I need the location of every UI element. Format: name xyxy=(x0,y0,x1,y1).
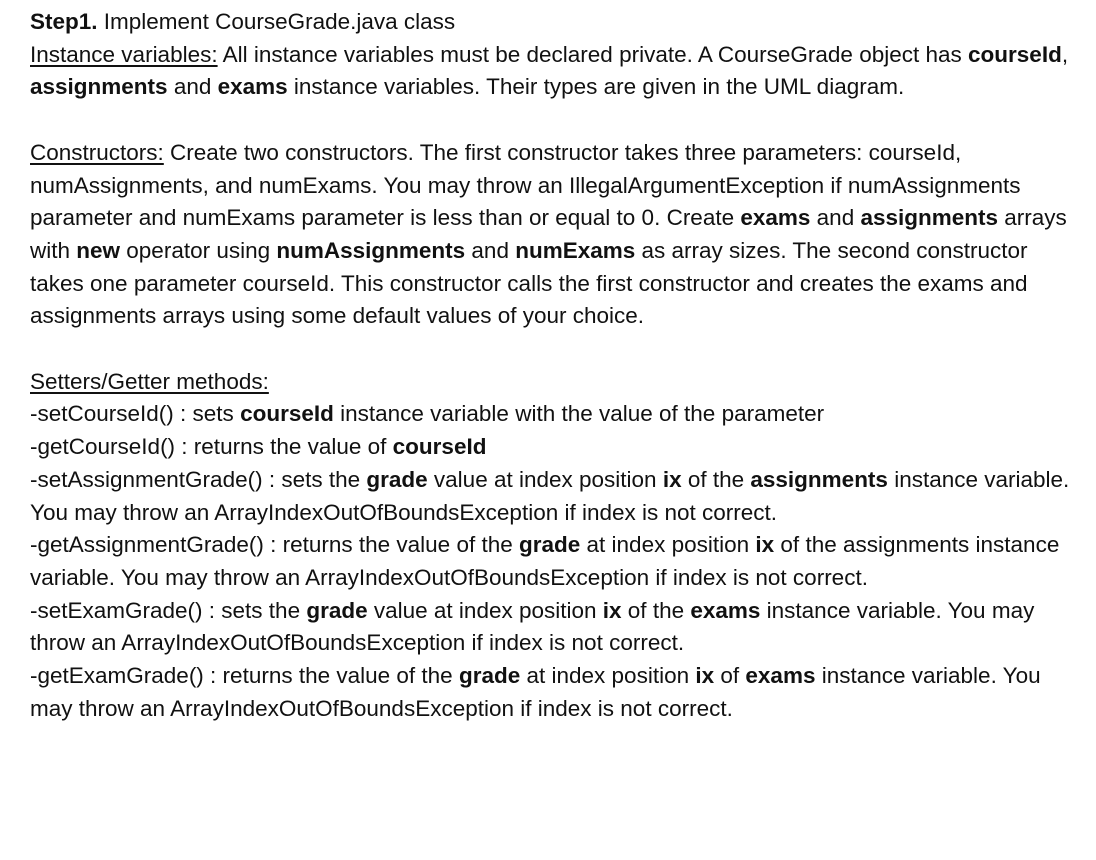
text-run: at index position xyxy=(520,663,696,689)
step-heading xyxy=(30,6,1080,39)
method-set-exam-grade xyxy=(30,595,1080,660)
text-run: of the xyxy=(681,466,751,492)
bold-term: ix xyxy=(755,532,775,558)
instance-variables-heading: Instance variables: xyxy=(30,41,218,67)
bold-term: ix xyxy=(695,663,715,689)
bold-term: numExams xyxy=(515,237,636,263)
text-run: -getExamGrade() : returns the value of the xyxy=(30,663,459,689)
text-run: Create two constructors. The first constructor takes three parameters: courseId, numAssignments, and numExams. You may throw an IllegalArgumentException if numAssignments parameter and numExams parameter is less than or equal to 0. Create xyxy=(30,139,1021,231)
method-get-exam-grade xyxy=(30,660,1080,725)
text-run: All instance variables must be declared private. A CourseGrade object has xyxy=(217,41,969,67)
bold-term: exams xyxy=(740,205,811,231)
bold-term: exams xyxy=(690,597,761,623)
text-run: -setCourseId() : sets xyxy=(30,401,241,427)
text-run: of xyxy=(714,663,746,689)
text-run: and xyxy=(167,74,218,100)
methods-heading: Setters/Getter methods: xyxy=(30,368,269,394)
bold-term: grade xyxy=(519,532,581,558)
bold-term: ix xyxy=(662,466,682,492)
bold-term: grade xyxy=(306,597,368,623)
text-run: instance variable. You may throw an ArrayIndexOutOfBoundsException if index is not correct. xyxy=(30,663,1041,721)
bold-term: courseId xyxy=(240,401,334,427)
text-run: operator using xyxy=(120,237,277,263)
text-run: instance variable with the value of the parameter xyxy=(333,401,825,427)
paragraph-spacer xyxy=(30,333,1080,366)
bold-term: courseId xyxy=(392,434,487,460)
bold-term: exams xyxy=(217,74,288,100)
text-run: arrays with xyxy=(30,205,1067,263)
constructors-paragraph xyxy=(30,137,1080,333)
text-run: , xyxy=(1061,41,1069,67)
methods-heading-line xyxy=(30,366,1080,399)
text-run: -getAssignmentGrade() : returns the value of the xyxy=(30,532,519,558)
bold-term: grade xyxy=(458,663,521,689)
text-run: at index position xyxy=(580,532,756,558)
text-run: as array sizes. The second constructor takes one parameter courseId. This constructor calls the first constructor and creates the exams and assignments arrays using some default values of your choice. xyxy=(30,237,1028,329)
text-run: and xyxy=(465,237,516,263)
step-label: Step1. xyxy=(30,9,98,34)
text-run: -getCourseId() : returns the value of xyxy=(30,434,393,460)
text-run: and xyxy=(810,205,861,231)
text-run: of the xyxy=(621,597,691,623)
bold-term: assignments xyxy=(860,205,999,231)
bold-term: exams xyxy=(745,663,816,689)
text-run: of the assignments instance variable. You may throw an ArrayIndexOutOfBoundsException if index is not correct. xyxy=(30,532,1060,590)
bold-term: numAssignments xyxy=(276,237,466,263)
text-run: value at index position xyxy=(367,597,603,623)
text-run: -setExamGrade() : sets the xyxy=(30,597,307,623)
text-run: instance variable. You may throw an ArrayIndexOutOfBoundsException if index is not correct. xyxy=(30,466,1070,525)
paragraph-spacer xyxy=(30,104,1080,137)
text-run: -setAssignmentGrade() : sets the xyxy=(30,466,367,492)
text-run: value at index position xyxy=(427,466,663,492)
bold-term: courseId xyxy=(968,41,1062,67)
document-body xyxy=(30,6,1080,725)
instance-variables-paragraph xyxy=(30,39,1080,104)
method-set-course-id xyxy=(30,398,1080,431)
text-run: instance variable. You may throw an ArrayIndexOutOfBoundsException if index is not correct. xyxy=(30,597,1035,656)
constructors-heading: Constructors: xyxy=(30,139,164,165)
text-run: instance variables. Their types are given in the UML diagram. xyxy=(287,74,905,100)
step-title: Implement CourseGrade.java class xyxy=(97,9,456,34)
bold-term: grade xyxy=(366,466,428,492)
method-set-assignment-grade xyxy=(30,464,1080,529)
bold-term: ix xyxy=(602,597,622,623)
method-get-course-id xyxy=(30,431,1080,464)
bold-term: assignments xyxy=(750,466,888,492)
bold-term: assignments xyxy=(30,74,168,100)
bold-term: new xyxy=(76,237,121,263)
method-get-assignment-grade xyxy=(30,529,1080,594)
